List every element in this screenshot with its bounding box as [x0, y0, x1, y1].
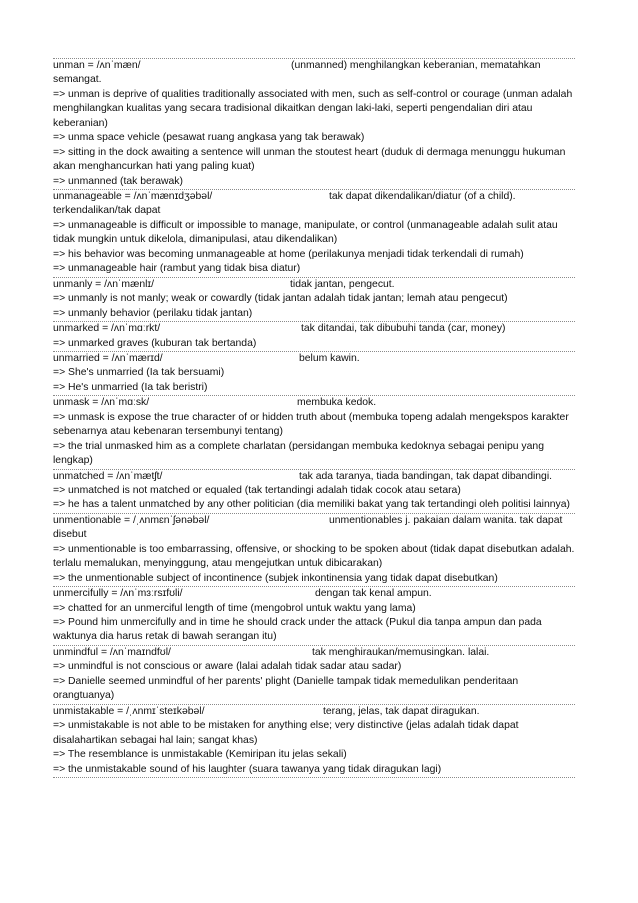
example-sentence: => Danielle seemed unmindful of her parents' plight (Danielle tampak tidak memedulikan penderitaan orangtuanya): [53, 675, 519, 702]
gloss: terang, jelas, tak dapat diragukan.: [323, 705, 480, 717]
dictionary-entry: [53, 514, 575, 587]
dictionary-entry: [53, 278, 575, 322]
dictionary-entry: [53, 705, 575, 778]
entry-header: [53, 514, 575, 528]
entry-header: [53, 59, 575, 73]
entry-header: [53, 396, 575, 410]
dictionary-sheet: [53, 58, 575, 778]
example-sentence: => the unmentionable subject of incontinence (subjek inkontinensia yang tidak dapat disebutkan): [53, 572, 498, 584]
gloss: tak ditandai, tak dibubuhi tanda (car, money): [301, 323, 506, 335]
entry-header: [53, 646, 575, 660]
example-sentence: => his behavior was becoming unmanageable at home (perilakunya menjadi tidak terkendali di rumah): [53, 248, 524, 260]
gloss: tak ada taranya, tiada bandingan, tak dapat dibandingi.: [299, 470, 553, 482]
dictionary-entry: [53, 646, 575, 705]
headword: unmask = /ʌnˈmɑːsk/: [53, 397, 150, 409]
example-sentence: => unmanly behavior (perilaku tidak jantan): [53, 307, 253, 319]
example-sentence: => unmindful is not conscious or aware (lalai adalah tidak sadar atau sadar): [53, 661, 402, 673]
gloss: (unmanned) menghilangkan keberanian, mematahkan: [291, 60, 541, 71]
example-sentence: => chatted for an unmerciful length of time (mengobrol untuk waktu yang lama): [53, 602, 416, 614]
entry-header: [53, 705, 575, 719]
example-sentence: => unmanageable hair (rambut yang tidak bisa diatur): [53, 263, 301, 275]
example-sentence: => unmatched is not matched or equaled (tak tertandingi adalah tidak cocok atau setara): [53, 485, 461, 496]
example-sentence: => sitting in the dock awaiting a sentence will unman the stoutest heart (duduk di dermaga menunggu hukuman akan menghancurkan hati yang paling kuat): [53, 146, 566, 173]
gloss: unmentionables j. pakaian dalam wanita. tak dapat: [329, 514, 563, 526]
headword: unman = /ʌnˈmæn/: [53, 60, 141, 71]
dictionary-entry: [53, 322, 575, 352]
headword: unmanageable = /ʌnˈmænɪdʒəbəl/: [53, 191, 213, 203]
example-sentence: => The resemblance is unmistakable (Kemiripan itu jelas sekali): [53, 749, 347, 761]
headword: unmercifully = /ʌnˈmɜːrsɪfʊli/: [53, 588, 183, 600]
gloss: membuka kedok.: [297, 397, 377, 409]
gloss-continuation: disebut: [53, 529, 87, 541]
headword: unmatched = /ʌnˈmætʃt/: [53, 470, 163, 482]
entry-header: [53, 352, 575, 366]
headword: unmistakable = /ˌʌnmɪˈsteɪkəbəl/: [53, 705, 205, 717]
example-sentence: => unmask is expose the true character of or hidden truth about (membuka topeng adalah mengekspos karakter sebenarnya atau kebenaran tersembunyi tentang): [53, 411, 569, 438]
gloss: tak menghiraukan/memusingkan. lalai.: [312, 646, 490, 658]
example-sentence: => unmanageable is difficult or impossible to manage, manipulate, or control (unmanageable adalah sulit atau tidak mungkin untuk dikelola, dimanipulasi, atau dikendalikan): [53, 219, 558, 246]
gloss: belum kawin.: [299, 352, 360, 364]
example-sentence: => unmanly is not manly; weak or cowardly (tidak jantan adalah tidak jantan; lemah atau pengecut): [53, 293, 508, 305]
entry-header: [53, 190, 575, 204]
example-sentence: => Pound him unmercifully and in time he should crack under the attack (Pukul dia tanpa ampun dan pada waktunya dia harus retak di bawah serangan itu): [53, 617, 542, 643]
headword: unmindful = /ʌnˈmaɪndfʊl/: [53, 646, 171, 658]
entry-header: [53, 470, 575, 484]
headword: unmarked = /ʌnˈmɑːrkt/: [53, 323, 161, 335]
dictionary-entry: [53, 396, 575, 469]
gloss-continuation: terkendalikan/tak dapat: [53, 205, 161, 217]
example-sentence: => unmistakable is not able to be mistaken for anything else; very distinctive (jelas adalah tidak dapat disalahartikan sebagai hal lain; sangat khas): [53, 720, 519, 746]
example-sentence: => She's unmarried (Ia tak bersuami): [53, 367, 225, 379]
headword: unmanly = /ʌnˈmænlɪ/: [53, 278, 155, 290]
headword: unmentionable = /ˌʌnmɛnˈʃənəbəl/: [53, 514, 210, 526]
dictionary-entry: [53, 470, 575, 514]
example-sentence: => the trial unmasked him as a complete charlatan (persidangan membuka kedoknya sebagai penipu yang lengkap): [53, 440, 544, 467]
example-sentence: => he has a talent unmatched by any other politician (dia memiliki bakat yang tak tertandingi oleh politisi lainnya): [53, 499, 570, 511]
gloss-continuation: semangat.: [53, 74, 102, 86]
example-sentence: => unma space vehicle (pesawat ruang angkasa yang tak berawak): [53, 132, 365, 144]
example-sentence: => unmarked graves (kuburan tak bertanda): [53, 337, 257, 349]
example-sentence: => unmentionable is too embarrassing, offensive, or shocking to be spoken about (tidak dapat disebutkan adalah. terlalu memalukan, menyinggung, atau mengejutkan untuk dibicarakan): [53, 543, 575, 570]
example-sentence: => He's unmarried (Ia tak beristri): [53, 381, 208, 393]
gloss: tidak jantan, pengecut.: [290, 278, 395, 290]
example-sentence: => unmanned (tak berawak): [53, 175, 183, 187]
dictionary-entry: [53, 190, 575, 278]
example-sentence: => the unmistakable sound of his laughter (suara tawanya yang tidak diragukan lagi): [53, 763, 442, 775]
entry-header: [53, 278, 575, 292]
gloss: tak dapat dikendalikan/diatur (of a child).: [329, 191, 516, 203]
headword: unmarried = /ʌnˈmærɪd/: [53, 352, 163, 364]
entry-header: [53, 322, 575, 336]
dictionary-entry: [53, 587, 575, 646]
dictionary-entry: [53, 58, 575, 190]
dictionary-entry: [53, 352, 575, 396]
entry-header: [53, 587, 575, 601]
example-sentence: => unman is deprive of qualities traditionally associated with men, such as self-control or courage (unman adalah menghilangkan kualitas yang secara tradisional dikaitkan dengan laki-laki, seperti pengendalian diri atau keberanian): [53, 88, 573, 129]
gloss: dengan tak kenal ampun.: [315, 588, 432, 600]
